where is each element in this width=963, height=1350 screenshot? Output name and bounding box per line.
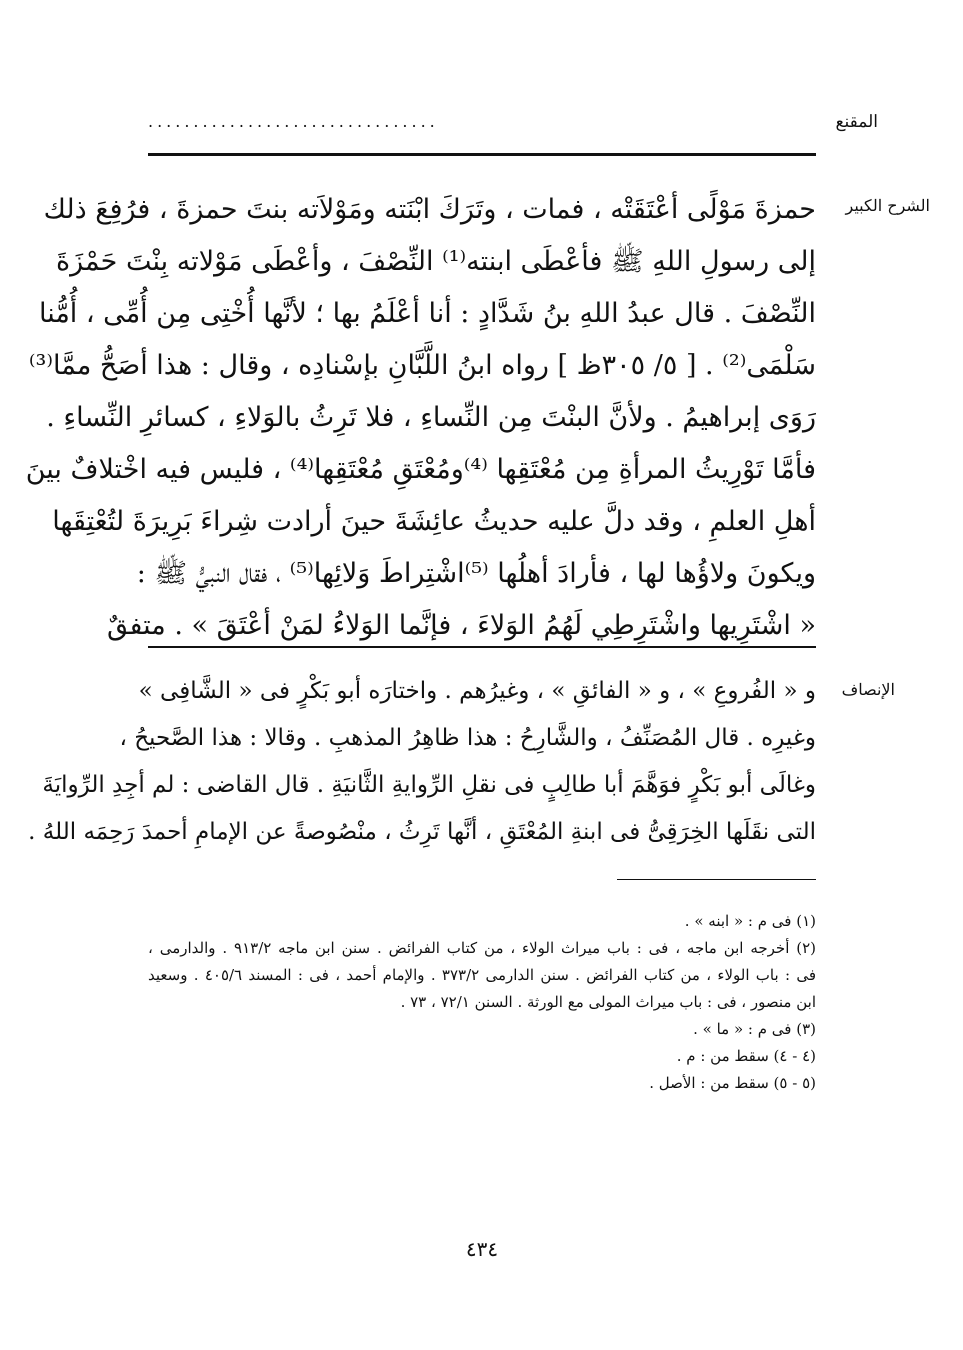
- footnote-line: (٤ - ٤) سقط من : م .: [676, 1047, 816, 1065]
- sharh-line: إلى رسولِ اللهِ ﷺ فأعْطَى ابنته⁽¹⁾ النِّصْفَ ، وأعْطَى مَوْلاته بِنْتَ حَمْزَةَ: [56, 246, 816, 277]
- footnote-line: (١) فى م : « ابنه » .: [684, 912, 816, 930]
- insaf-line: وغيرِه . قال المُصَنِّفُ ، والشَّارِحُ : هذا ظاهِرُ المذهبِ . وقالا : هذا الصَّحيحُ ،: [119, 725, 816, 751]
- sharh-line: رَوَى إبراهيمُ . ولأنَّ البنْتَ مِن النِّساءِ ، فلا تَرِثُ بالوَلاءِ ، كسائرِ النِّساءِ .: [46, 402, 816, 433]
- sharh-line: « اشْتَرِيها واشْتَرِطِي لَهُمُ الوَلاءَ ، فإنَّما الوَلاءُ لمَنْ أعْتَقَ » . متفقٌ: [106, 610, 816, 641]
- header-rule: [148, 153, 816, 156]
- sharh-line: سَلْمَى⁽²⁾ . [ ٥/ ٣٠٥ظ ] رواه ابنُ اللَّبَّانِ بإسْنادِه ، وقال : هذا أصَحُّ ممَّا⁽³⁾: [28, 350, 816, 381]
- footnote-line: ابن منصور ، فى : باب ميراث المولى مع الورثة . السنن ٧٢/١ ، ٧٣ .: [400, 993, 816, 1011]
- sharh-line: ويكونَ ولاؤُها لها ، فأرادَ أهلُها ⁽⁵⁾اشْتِراطَ وَلائِها⁽⁵⁾ ، فقال النبيُّ ﷺ :: [136, 558, 816, 589]
- section-label-sharh: الشرح الكبير: [845, 196, 930, 215]
- insaf-line: و « الفُروعِ » ، و « الفائقِ » ، وغيرُهم . واختارَه أبو بَكْرٍ فى « الشَّافِى »: [138, 678, 816, 704]
- footnote-rule: [617, 879, 816, 880]
- section-divider-rule: [148, 646, 816, 648]
- running-head: المقنع: [835, 112, 878, 132]
- sharh-line: فأمَّا تَوْرِيثُ المرأةِ مِن مُعْتَقِها ⁽⁴⁾ومُعْتَقِ مُعْتَقِها⁽⁴⁾ ، فليس فيه اخْتلافٌ بينَ: [25, 454, 816, 485]
- footnote-line: (٣) فى م : « ما » .: [693, 1020, 816, 1038]
- insaf-line: وغالَى أبو بَكْرٍ فوَهَّمَ أبا طالِبٍ فى نقلِ الرِّوايةِ الثَّانيَةِ . قال القاضى : لم أجِدِ الرِّوايَةَ: [42, 772, 816, 798]
- sharh-text-block: [25, 184, 816, 652]
- sharh-line: حمزةَ مَوْلًى أعْتَقَتْه ، فمات ، وتَرَكَ ابْنَته ومَوْلاَته بنتَ حمزةَ ، فرُفِعَ ذلك: [43, 194, 816, 225]
- insaf-line: التى نقَلَها الخِرَقِىُّ فى ابنةِ المُعْتَقِ ، أنَّها تَرِثُ ، منْصُوصةً عن الإمامِ أحمدَ رَحِمَه اللهُ .: [28, 819, 816, 845]
- header-dot-leader: ................................: [148, 112, 439, 131]
- sharh-line: النِّصْفَ . قال عبدُ اللهِ بنُ شَدَّادٍ : أنا أعْلَمُ بها ؛ لأنَّها أُخْتِى مِن أُمِّى ، أُمُّنا: [38, 298, 816, 329]
- footnotes-block: [148, 908, 816, 1097]
- footnote-line: (٥ - ٥) سقط من : الأصل .: [649, 1074, 816, 1092]
- sharh-line: أهلِ العلمِ ، وقد دلَّ عليه حديثُ عائِشَةَ حينَ أرادت شِراءَ بَرِيرَةَ لتُعْتِقَها: [52, 506, 816, 537]
- page-number: ٤٣٤: [465, 1237, 499, 1261]
- section-label-insaf: الإنصاف: [841, 680, 895, 699]
- insaf-text-block: [28, 668, 816, 856]
- footnote-line: فى : باب الولاء ، من كتاب الفرائض . سنن الدارمى ٣٧٣/٢ . والإمام أحمد ، فى : المسند ٤٠٥/٦ . وسعيد: [148, 966, 817, 984]
- footnote-line: (٢) أخرجه ابن ماجه ، فى : باب ميراث الولاء ، من كتاب الفرائض . سنن ابن ماجه ٩١٣/٢ . والدارمى ،: [148, 939, 817, 957]
